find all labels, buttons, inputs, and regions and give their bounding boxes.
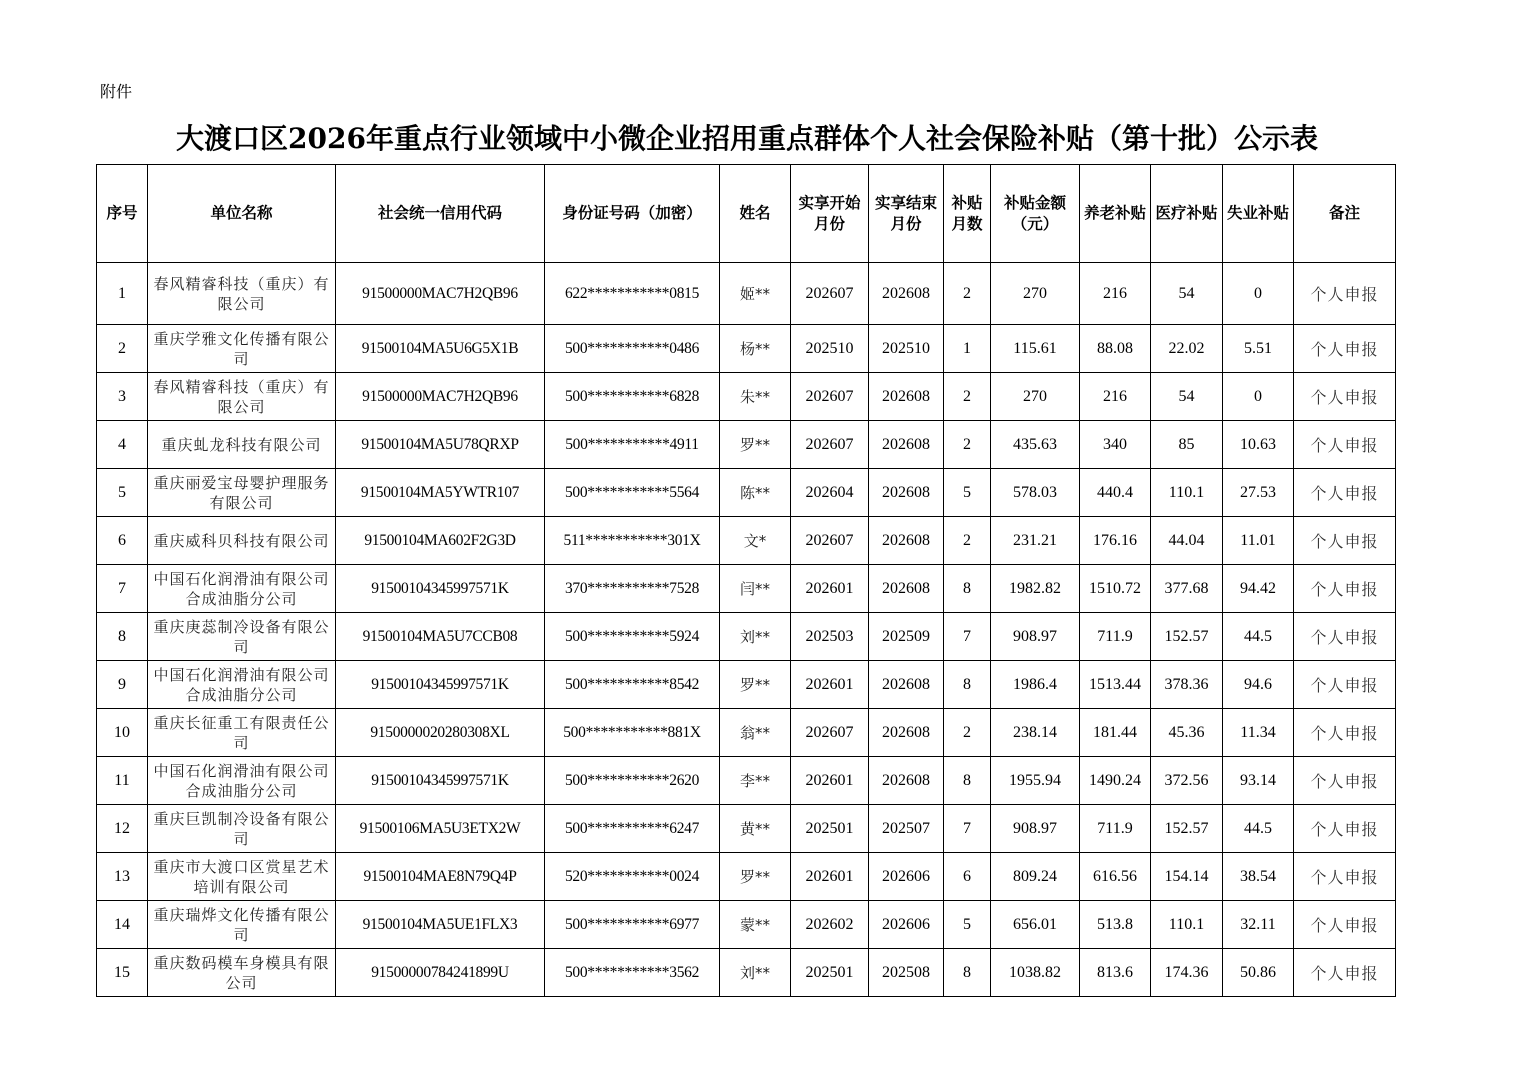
- cell-remark: 个人申报: [1294, 613, 1396, 661]
- cell-unemployment: 11.34: [1223, 709, 1294, 757]
- cell-company: 春风精睿科技（重庆）有限公司: [148, 373, 336, 421]
- table-row: [97, 661, 1396, 709]
- cell-pension: 440.4: [1080, 469, 1151, 517]
- cell-company: 重庆瑞烨文化传播有限公司: [148, 901, 336, 949]
- cell-name: 李**: [720, 757, 791, 805]
- cell-credit-code: 91500104MA5UE1FLX3: [336, 901, 545, 949]
- cell-name: 朱**: [720, 373, 791, 421]
- cell-start-month: 202601: [791, 853, 869, 901]
- cell-amount: 1955.94: [991, 757, 1080, 805]
- cell-months: 8: [944, 949, 991, 997]
- cell-amount: 908.97: [991, 613, 1080, 661]
- cell-start-month: 202501: [791, 805, 869, 853]
- cell-end-month: 202608: [869, 469, 944, 517]
- cell-company: 重庆数码模车身模具有限公司: [148, 949, 336, 997]
- cell-medical: 174.36: [1151, 949, 1223, 997]
- cell-months: 1: [944, 325, 991, 373]
- page-title: 大渡口区2026年重点行业领域中小微企业招用重点群体个人社会保险补贴（第十批）公示表: [176, 122, 1318, 155]
- header-unemployment: 失业补贴: [1223, 165, 1294, 263]
- cell-end-month: 202608: [869, 565, 944, 613]
- cell-company: 中国石化润滑油有限公司合成油脂分公司: [148, 661, 336, 709]
- cell-unemployment: 44.5: [1223, 805, 1294, 853]
- header-start-month: 实享开始月份: [791, 165, 869, 263]
- cell-amount: 578.03: [991, 469, 1080, 517]
- cell-id-number: 500***********6247: [545, 805, 720, 853]
- cell-unemployment: 94.6: [1223, 661, 1294, 709]
- cell-seq: 15: [97, 949, 148, 997]
- table-header-row: [97, 165, 1396, 263]
- header-seq: 序号: [97, 165, 148, 263]
- cell-credit-code: 91500000MAC7H2QB96: [336, 373, 545, 421]
- header-id-number: 身份证号码（加密）: [545, 165, 720, 263]
- cell-end-month: 202608: [869, 517, 944, 565]
- cell-amount: 231.21: [991, 517, 1080, 565]
- cell-credit-code: 91500000784241899U: [336, 949, 545, 997]
- cell-unemployment: 0: [1223, 373, 1294, 421]
- cell-pension: 711.9: [1080, 613, 1151, 661]
- cell-company: 重庆庚蕊制冷设备有限公司: [148, 613, 336, 661]
- cell-id-number: 500***********5924: [545, 613, 720, 661]
- cell-start-month: 202503: [791, 613, 869, 661]
- cell-credit-code: 91500104MA5U7CCB08: [336, 613, 545, 661]
- cell-start-month: 202607: [791, 517, 869, 565]
- cell-amount: 435.63: [991, 421, 1080, 469]
- cell-seq: 2: [97, 325, 148, 373]
- table-row: [97, 901, 1396, 949]
- cell-pension: 813.6: [1080, 949, 1151, 997]
- cell-name: 罗**: [720, 421, 791, 469]
- cell-medical: 85: [1151, 421, 1223, 469]
- cell-unemployment: 94.42: [1223, 565, 1294, 613]
- cell-seq: 14: [97, 901, 148, 949]
- cell-medical: 45.36: [1151, 709, 1223, 757]
- cell-months: 8: [944, 565, 991, 613]
- cell-pension: 513.8: [1080, 901, 1151, 949]
- cell-medical: 22.02: [1151, 325, 1223, 373]
- table-row: [97, 263, 1396, 325]
- cell-id-number: 500***********3562: [545, 949, 720, 997]
- cell-seq: 5: [97, 469, 148, 517]
- cell-id-number: 500***********8542: [545, 661, 720, 709]
- table-row: [97, 709, 1396, 757]
- cell-remark: 个人申报: [1294, 325, 1396, 373]
- cell-name: 陈**: [720, 469, 791, 517]
- cell-company: 重庆威科贝科技有限公司: [148, 517, 336, 565]
- cell-start-month: 202501: [791, 949, 869, 997]
- cell-pension: 216: [1080, 263, 1151, 325]
- cell-seq: 3: [97, 373, 148, 421]
- cell-end-month: 202608: [869, 263, 944, 325]
- cell-end-month: 202608: [869, 421, 944, 469]
- cell-medical: 377.68: [1151, 565, 1223, 613]
- cell-amount: 908.97: [991, 805, 1080, 853]
- header-medical: 医疗补贴: [1151, 165, 1223, 263]
- cell-name: 姬**: [720, 263, 791, 325]
- header-amount: 补贴金额（元）: [991, 165, 1080, 263]
- cell-unemployment: 27.53: [1223, 469, 1294, 517]
- cell-credit-code: 91500104MA5U78QRXP: [336, 421, 545, 469]
- cell-medical: 110.1: [1151, 469, 1223, 517]
- cell-months: 2: [944, 421, 991, 469]
- table-row: [97, 565, 1396, 613]
- table-row: [97, 757, 1396, 805]
- table-row: [97, 421, 1396, 469]
- cell-id-number: 500***********5564: [545, 469, 720, 517]
- cell-seq: 1: [97, 263, 148, 325]
- cell-end-month: 202608: [869, 757, 944, 805]
- header-remark: 备注: [1294, 165, 1396, 263]
- cell-start-month: 202607: [791, 421, 869, 469]
- cell-seq: 7: [97, 565, 148, 613]
- cell-remark: 个人申报: [1294, 757, 1396, 805]
- cell-months: 5: [944, 901, 991, 949]
- cell-name: 黄**: [720, 805, 791, 853]
- cell-unemployment: 10.63: [1223, 421, 1294, 469]
- cell-id-number: 500***********6828: [545, 373, 720, 421]
- cell-end-month: 202606: [869, 901, 944, 949]
- cell-id-number: 622***********0815: [545, 263, 720, 325]
- cell-name: 蒙**: [720, 901, 791, 949]
- cell-unemployment: 11.01: [1223, 517, 1294, 565]
- cell-amount: 1986.4: [991, 661, 1080, 709]
- cell-remark: 个人申报: [1294, 517, 1396, 565]
- cell-medical: 54: [1151, 263, 1223, 325]
- cell-pension: 616.56: [1080, 853, 1151, 901]
- header-end-month: 实享结束月份: [869, 165, 944, 263]
- header-company: 单位名称: [148, 165, 336, 263]
- cell-id-number: 500***********881X: [545, 709, 720, 757]
- cell-name: 罗**: [720, 853, 791, 901]
- cell-amount: 1982.82: [991, 565, 1080, 613]
- cell-credit-code: 91500104MA5U6G5X1B: [336, 325, 545, 373]
- cell-unemployment: 50.86: [1223, 949, 1294, 997]
- cell-start-month: 202601: [791, 661, 869, 709]
- cell-months: 2: [944, 709, 991, 757]
- cell-id-number: 500***********6977: [545, 901, 720, 949]
- cell-medical: 152.57: [1151, 613, 1223, 661]
- cell-pension: 176.16: [1080, 517, 1151, 565]
- cell-unemployment: 0: [1223, 263, 1294, 325]
- cell-unemployment: 93.14: [1223, 757, 1294, 805]
- cell-company: 重庆市大渡口区赏星艺术培训有限公司: [148, 853, 336, 901]
- header-name: 姓名: [720, 165, 791, 263]
- cell-credit-code: 91500104MA5YWTR107: [336, 469, 545, 517]
- cell-company: 中国石化润滑油有限公司合成油脂分公司: [148, 565, 336, 613]
- cell-name: 刘**: [720, 613, 791, 661]
- cell-seq: 8: [97, 613, 148, 661]
- cell-amount: 115.61: [991, 325, 1080, 373]
- cell-months: 7: [944, 805, 991, 853]
- table-row: [97, 805, 1396, 853]
- cell-remark: 个人申报: [1294, 949, 1396, 997]
- cell-months: 2: [944, 517, 991, 565]
- subsidy-table: [96, 164, 1396, 997]
- cell-end-month: 202608: [869, 373, 944, 421]
- cell-start-month: 202510: [791, 325, 869, 373]
- cell-seq: 4: [97, 421, 148, 469]
- cell-end-month: 202509: [869, 613, 944, 661]
- cell-name: 罗**: [720, 661, 791, 709]
- cell-months: 8: [944, 661, 991, 709]
- cell-seq: 10: [97, 709, 148, 757]
- table-row: [97, 517, 1396, 565]
- cell-remark: 个人申报: [1294, 373, 1396, 421]
- cell-end-month: 202508: [869, 949, 944, 997]
- cell-id-number: 500***********4911: [545, 421, 720, 469]
- cell-months: 2: [944, 373, 991, 421]
- cell-id-number: 370***********7528: [545, 565, 720, 613]
- cell-company: 重庆虬龙科技有限公司: [148, 421, 336, 469]
- cell-amount: 270: [991, 263, 1080, 325]
- cell-company: 重庆学雅文化传播有限公司: [148, 325, 336, 373]
- cell-remark: 个人申报: [1294, 565, 1396, 613]
- cell-company: 重庆丽爱宝母婴护理服务有限公司: [148, 469, 336, 517]
- cell-unemployment: 5.51: [1223, 325, 1294, 373]
- cell-end-month: 202608: [869, 709, 944, 757]
- cell-start-month: 202601: [791, 565, 869, 613]
- cell-remark: 个人申报: [1294, 421, 1396, 469]
- cell-seq: 9: [97, 661, 148, 709]
- cell-start-month: 202607: [791, 263, 869, 325]
- cell-name: 文*: [720, 517, 791, 565]
- cell-company: 中国石化润滑油有限公司合成油脂分公司: [148, 757, 336, 805]
- cell-amount: 1038.82: [991, 949, 1080, 997]
- header-credit-code: 社会统一信用代码: [336, 165, 545, 263]
- cell-company: 重庆长征重工有限责任公司: [148, 709, 336, 757]
- header-pension: 养老补贴: [1080, 165, 1151, 263]
- table-row: [97, 373, 1396, 421]
- cell-name: 刘**: [720, 949, 791, 997]
- cell-seq: 6: [97, 517, 148, 565]
- cell-credit-code: 91500104345997571K: [336, 757, 545, 805]
- cell-medical: 110.1: [1151, 901, 1223, 949]
- cell-remark: 个人申报: [1294, 661, 1396, 709]
- cell-seq: 11: [97, 757, 148, 805]
- cell-start-month: 202602: [791, 901, 869, 949]
- cell-pension: 340: [1080, 421, 1151, 469]
- cell-start-month: 202607: [791, 709, 869, 757]
- cell-remark: 个人申报: [1294, 805, 1396, 853]
- cell-name: 杨**: [720, 325, 791, 373]
- table-row: [97, 853, 1396, 901]
- cell-medical: 44.04: [1151, 517, 1223, 565]
- cell-name: 闫**: [720, 565, 791, 613]
- cell-amount: 270: [991, 373, 1080, 421]
- cell-id-number: 520***********0024: [545, 853, 720, 901]
- cell-medical: 154.14: [1151, 853, 1223, 901]
- cell-name: 翁**: [720, 709, 791, 757]
- cell-end-month: 202507: [869, 805, 944, 853]
- cell-pension: 1490.24: [1080, 757, 1151, 805]
- cell-pension: 1510.72: [1080, 565, 1151, 613]
- cell-medical: 54: [1151, 373, 1223, 421]
- cell-remark: 个人申报: [1294, 263, 1396, 325]
- cell-id-number: 500***********2620: [545, 757, 720, 805]
- cell-credit-code: 91500000MAC7H2QB96: [336, 263, 545, 325]
- cell-end-month: 202510: [869, 325, 944, 373]
- cell-credit-code: 9150000020280308XL: [336, 709, 545, 757]
- attachment-label: 附件: [100, 82, 133, 101]
- cell-remark: 个人申报: [1294, 901, 1396, 949]
- cell-medical: 152.57: [1151, 805, 1223, 853]
- cell-company: 重庆巨凯制冷设备有限公司: [148, 805, 336, 853]
- cell-months: 6: [944, 853, 991, 901]
- cell-unemployment: 44.5: [1223, 613, 1294, 661]
- cell-end-month: 202606: [869, 853, 944, 901]
- cell-id-number: 511***********301X: [545, 517, 720, 565]
- cell-credit-code: 91500104MA602F2G3D: [336, 517, 545, 565]
- table-row: [97, 325, 1396, 373]
- cell-pension: 216: [1080, 373, 1151, 421]
- cell-pension: 88.08: [1080, 325, 1151, 373]
- cell-credit-code: 91500104345997571K: [336, 661, 545, 709]
- cell-company: 春风精睿科技（重庆）有限公司: [148, 263, 336, 325]
- cell-months: 5: [944, 469, 991, 517]
- header-months: 补贴月数: [944, 165, 991, 263]
- table-row: [97, 949, 1396, 997]
- cell-credit-code: 91500104MAE8N79Q4P: [336, 853, 545, 901]
- cell-end-month: 202608: [869, 661, 944, 709]
- cell-start-month: 202607: [791, 373, 869, 421]
- cell-medical: 372.56: [1151, 757, 1223, 805]
- cell-amount: 656.01: [991, 901, 1080, 949]
- table-row: [97, 469, 1396, 517]
- cell-seq: 13: [97, 853, 148, 901]
- cell-medical: 378.36: [1151, 661, 1223, 709]
- cell-remark: 个人申报: [1294, 709, 1396, 757]
- cell-seq: 12: [97, 805, 148, 853]
- cell-pension: 1513.44: [1080, 661, 1151, 709]
- cell-months: 2: [944, 263, 991, 325]
- cell-start-month: 202601: [791, 757, 869, 805]
- cell-pension: 181.44: [1080, 709, 1151, 757]
- cell-remark: 个人申报: [1294, 469, 1396, 517]
- cell-amount: 809.24: [991, 853, 1080, 901]
- cell-credit-code: 91500104345997571K: [336, 565, 545, 613]
- table-row: [97, 613, 1396, 661]
- cell-amount: 238.14: [991, 709, 1080, 757]
- cell-months: 8: [944, 757, 991, 805]
- cell-remark: 个人申报: [1294, 853, 1396, 901]
- cell-unemployment: 38.54: [1223, 853, 1294, 901]
- cell-months: 7: [944, 613, 991, 661]
- cell-credit-code: 91500106MA5U3ETX2W: [336, 805, 545, 853]
- cell-pension: 711.9: [1080, 805, 1151, 853]
- cell-unemployment: 32.11: [1223, 901, 1294, 949]
- cell-start-month: 202604: [791, 469, 869, 517]
- cell-id-number: 500***********0486: [545, 325, 720, 373]
